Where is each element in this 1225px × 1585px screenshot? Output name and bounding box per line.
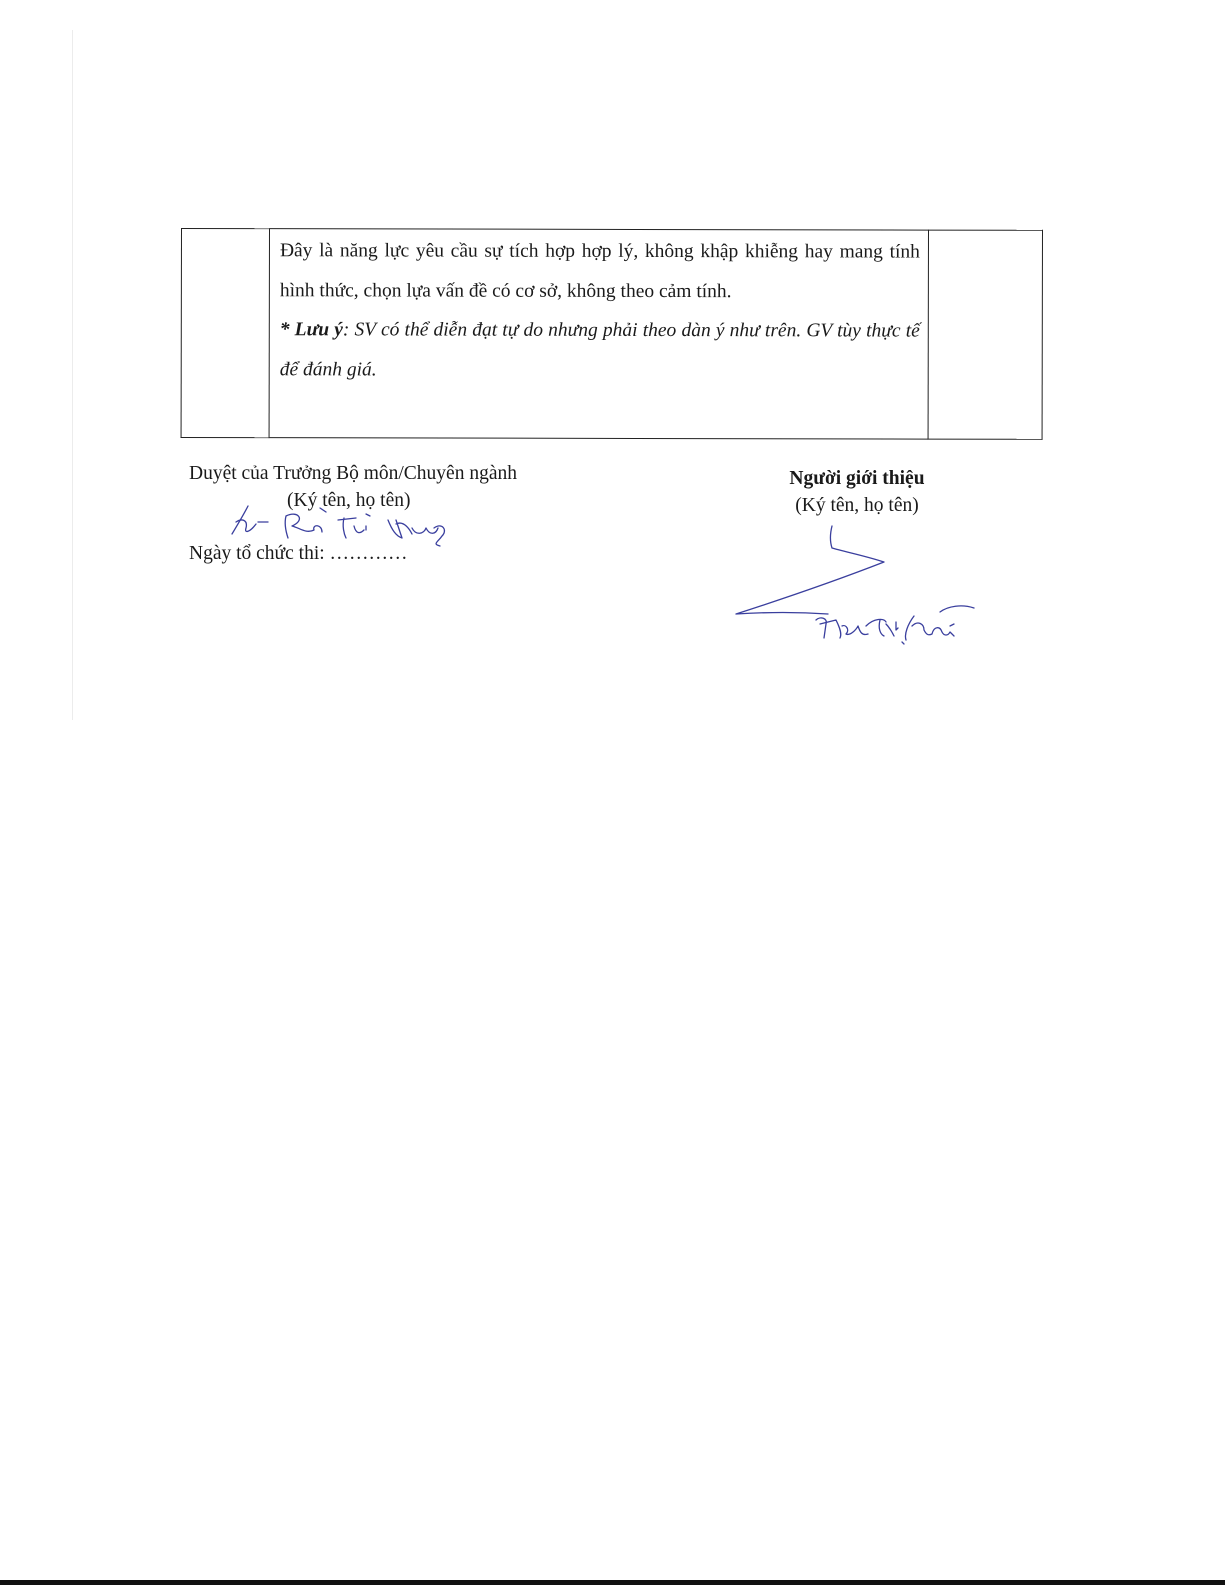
presenter-sign-note: (Ký tên, họ tên) [795, 495, 919, 516]
note-text: : SV có thể diễn đạt tự do nhưng phải theo dàn ý như trên. GV tùy thực tế để đánh giá. [279, 319, 920, 380]
score-cell [928, 230, 1042, 439]
presenter-signature-block [757, 465, 957, 519]
presenter-title: Người giới thiệu [789, 468, 925, 489]
scan-bottom-edge [0, 1580, 1225, 1585]
presenter-handwritten-signature [728, 520, 983, 650]
approval-title: Duyệt của Trưởng Bộ môn/Chuyên ngành [189, 463, 517, 484]
exam-date-line: Ngày tổ chức thi: ………… [189, 543, 408, 564]
grading-table [181, 228, 1043, 440]
table-row [181, 229, 1042, 440]
note-label: * Lưu ý [279, 319, 343, 341]
note-paragraph [280, 310, 920, 390]
criteria-cell [181, 229, 269, 438]
scan-edge-shadow [72, 30, 73, 720]
approval-sign-note: (Ký tên, họ tên) [287, 490, 411, 511]
content-paragraph: Đây là năng lực yêu cầu sự tích hợp hợp lý, không khập khiễng hay mang tính hình thức, chọn lựa vấn đề có cơ sở, không theo cảm tính. [279, 240, 920, 302]
content-cell [269, 229, 928, 439]
approver-handwritten-signature [226, 500, 461, 550]
